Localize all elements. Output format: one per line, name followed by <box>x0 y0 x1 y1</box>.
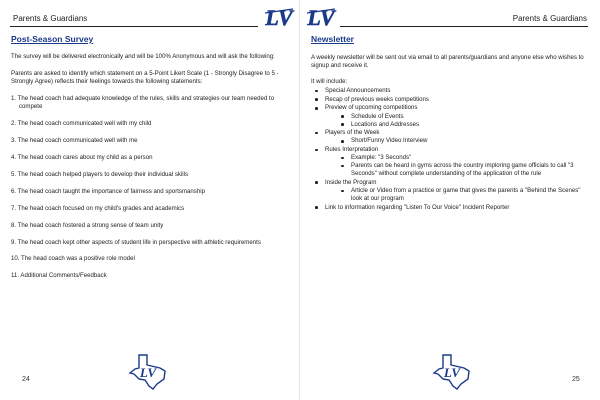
survey-question: 6. The head coach taught the importance of fairness and sportsmanship <box>11 187 205 195</box>
list-item: Preview of upcoming competitions Schedule of Events Locations and Addresses <box>311 104 593 128</box>
page-header: Parents & Guardians <box>13 14 88 23</box>
list-item: Link to information regarding "Listen To Our Voice" Incident Reporter <box>311 204 593 212</box>
texas-lv-logo-icon <box>431 353 473 391</box>
survey-question: 5. The head coach helped players to develop their individual skills <box>11 170 189 178</box>
newsletter-intro: A weekly newsletter will be sent out via email to all parents/guardians and anyone else who wishes to signup and receive it. <box>311 54 584 70</box>
page-number: 24 <box>22 376 30 383</box>
list-item: Example: "3 Seconds" <box>325 154 593 162</box>
svg-text:LV: LV <box>139 365 157 380</box>
list-item: Inside the Program Article or Video from a practice or game that gives the parents a "Behind the Scenes" look at our program <box>311 179 593 203</box>
svg-text:LV: LV <box>443 365 461 380</box>
svg-text:LV: LV <box>307 5 335 30</box>
header-rule <box>340 26 588 27</box>
survey-content <box>11 53 291 289</box>
list-item: Short/Funny Video Interview <box>325 137 593 145</box>
survey-question: 2. The head coach communicated well with my child <box>11 120 152 128</box>
section-title-survey: Post-Season Survey <box>11 34 94 44</box>
survey-question: 3. The head coach communicated well with me <box>11 137 138 145</box>
survey-question: 9. The head coach kept other aspects of student life in perspective with athletic requirements <box>11 238 261 246</box>
list-item: Locations and Addresses <box>325 121 593 129</box>
list-item: Parents can be heard in gyms across the country imploring game officials to call "3 Seconds" without complete understanding of the application of the rule <box>325 162 593 178</box>
section-title-newsletter: Newsletter <box>311 34 354 44</box>
newsletter-list-label: It will include: <box>311 78 348 86</box>
page-right <box>300 0 600 400</box>
lv-logo-icon <box>262 4 296 30</box>
page-header: Parents & Guardians <box>512 14 587 23</box>
list-item: Rules Interpretation Example: "3 Seconds" Parents can be heard in gyms across the country imploring game officials to call "3 Seconds" without complete understanding of the application of the rule <box>311 146 593 178</box>
survey-instructions: Parents are asked to identify which statement on a 5-Point Likert Scale (1 - Strongly Disagree to 5 - Strongly Agree) reflects their feelings towards the following statements: <box>11 70 279 86</box>
survey-question: 8. The head coach fostered a strong sense of team unity <box>11 221 164 229</box>
survey-questions <box>11 95 291 280</box>
list-item: Players of the Week Short/Funny Video Interview <box>311 129 593 145</box>
survey-question: 11. Additional Comments/Feedback <box>11 272 107 280</box>
list-item: Article or Video from a practice or game that gives the parents a "Behind the Scenes" look at our program <box>325 187 593 203</box>
svg-text:LV: LV <box>265 5 293 30</box>
list-item: Special Announcements <box>311 87 593 95</box>
survey-question: 10. The head coach was a positive role model <box>11 255 135 263</box>
texas-lv-logo-icon <box>127 353 169 391</box>
list-item: Schedule of Events <box>325 113 593 121</box>
header-rule <box>10 26 258 27</box>
survey-question: 1. The head coach had adequate knowledge of the rules, skills and strategies our team needed to compete <box>11 95 275 111</box>
list-item: Recap of previous weeks competitions <box>311 96 593 104</box>
lv-logo-icon <box>304 4 338 30</box>
page-number: 25 <box>572 376 580 383</box>
survey-question: 7. The head coach focused on my child's grades and academics <box>11 204 185 212</box>
survey-question: 4. The head coach cares about my child as a person <box>11 154 153 162</box>
survey-intro: The survey will be delivered electronically and will be 100% Anonymous and will ask the following: <box>11 53 275 60</box>
newsletter-content <box>311 54 593 212</box>
newsletter-items <box>311 87 593 211</box>
